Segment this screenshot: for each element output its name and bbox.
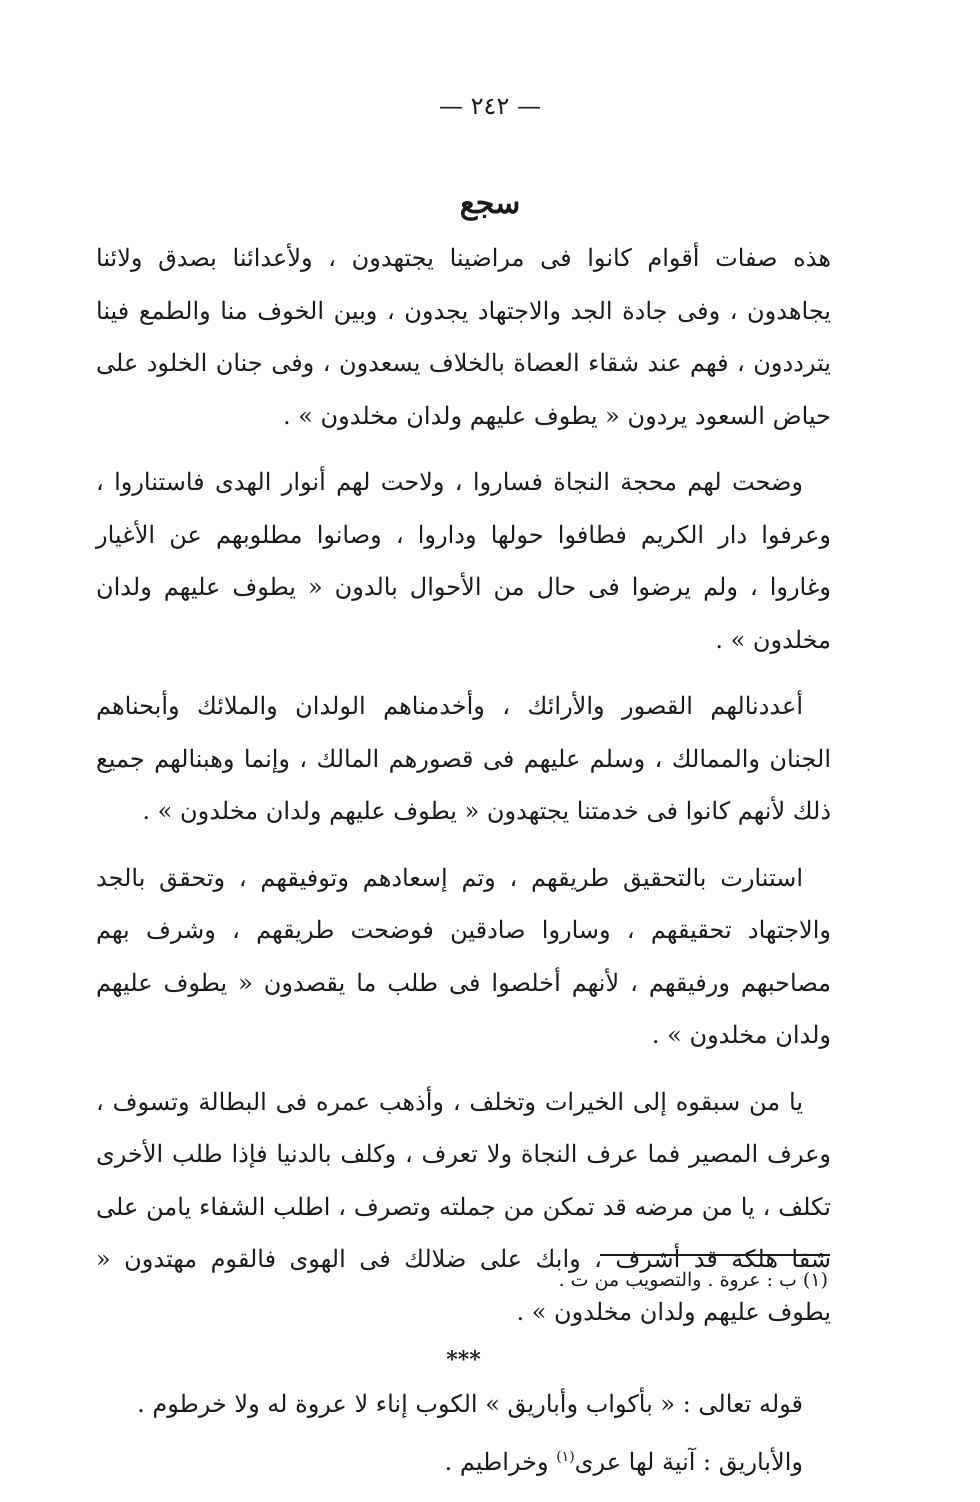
footnote: (١) ب : عروة . والتصويب من ت . xyxy=(558,1269,828,1291)
footnote-marker: (١) xyxy=(556,1448,575,1465)
paragraph-1: هذه صفات أقوام كانوا فى مراضينا يجتهدون ، ولأعدائنا بصدق ولائنا يجاهدون ، وفى جادة الجد والاجتهاد يجدون ، وبين الخوف منا والطمع فينا يترددون ، فهم عند شقاء العصاة بالخلاف يسعدون ، وفى جنان الخلود على حياض السعود يردون « يطوف عليهم ولدان مخلدون » . xyxy=(96,244,831,430)
footnote-divider xyxy=(600,1254,830,1256)
main-text xyxy=(96,232,831,1502)
commentary-line-1: قوله تعالى : « بأكواب وأباريق » الكوب إناء لا عروة له ولا خرطوم . xyxy=(137,1390,803,1418)
paragraph-4: استنارت بالتحقيق طريقهم ، وتم إسعادهم وتوفيقهم ، وتحقق بالجد والاجتهاد تحقيقهم ، وساروا صادقين فوضحت طريقهم ، وشرف بهم مصاحبهم ورفيقهم ، لأنهم أخلصوا فى طلب ما يقصدون « يطوف عليهم ولدان مخلدون » . xyxy=(96,863,831,1049)
section-separator: *** xyxy=(446,1347,481,1373)
page-number: — ٢٤٢ — xyxy=(439,92,541,120)
section-heading: سجع xyxy=(459,186,521,221)
paragraph-2: وضحت لهم محجة النجاة فساروا ، ولاحت لهم أنوار الهدى فاستناروا ، وعرفوا دار الكريم فطافوا حولها وداروا ، وصانوا مطلوبهم عن الأغيار وغاروا ، ولم يرضوا فى حال من الأحوال بالدون « يطوف عليهم ولدان مخلدون » . xyxy=(96,468,832,654)
commentary-text-end: وخراطيم . xyxy=(444,1447,557,1476)
commentary-line-2 xyxy=(96,1431,831,1489)
paragraph-5: يا من سبقوه إلى الخيرات وتخلف ، وأذهب عمره فى البطالة وتسوف ، وعرف المصير فما عرف النجاة ولا تعرف ، وكلف بالدنيا فإذا طلب الأخرى تكلف ، يا من مرضه قد تمكن من جملته وتصرف ، اطلب الشفاء يامن على شفا هلكة قد أشرف ، وابك على ضلالك فى الهوى فالقوم مهتدون « يطوف عليهم ولدان مخلدون » . xyxy=(96,1087,831,1326)
paragraph-3: أعددنالهم القصور والأرائك ، وأخدمناهم الولدان والملائك وأبحناهم الجنان والممالك ، وسلم عليهم فى قصورهم المالك ، وإنما وهبنالهم جميع ذلك لأنهم كانوا فى خدمتنا يجتهدون « يطوف عليهم ولدان مخلدون » . xyxy=(96,692,831,825)
commentary-text: والأباريق : آنية لها عرى xyxy=(574,1447,803,1476)
